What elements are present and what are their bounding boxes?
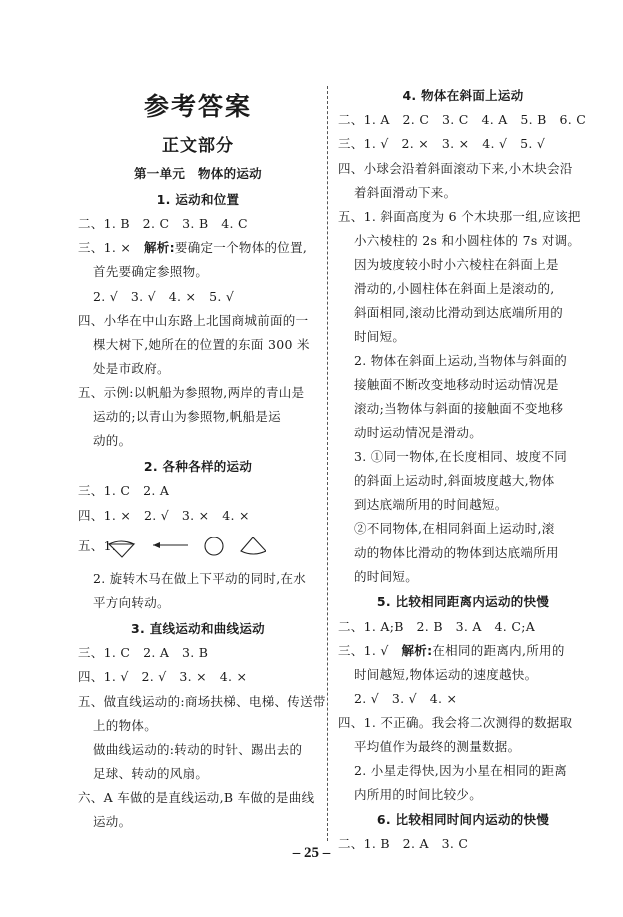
l5-answer-4-cont3: 内所用的时间比较少。 [354, 787, 483, 802]
l1-answer-5-cont: 运动的;以青山为参照物,帆船是运 [93, 409, 281, 424]
circle-shape [205, 537, 223, 555]
l4-answer-5: 五、1. 斜面高度为 6 个木块那一组,应该把 [338, 209, 581, 224]
l4-answer-5-l14: ②不同物体,在相同斜面上运动时,滚 [354, 521, 555, 536]
l3-answer-6: 六、A 车做的是直线运动,B 车做的是曲线 [78, 790, 315, 805]
lesson-2-heading: 2. 各种各样的运动 [143, 459, 253, 474]
l6-answer-2: 二、1. B 2. A 3. C [338, 836, 469, 851]
l3-answer-6-cont: 运动。 [93, 814, 132, 829]
l1-answer-4-cont2: 处是市政府。 [93, 361, 170, 376]
l1-answer-2: 二、1. B 2. C 3. B 4. C [78, 216, 248, 231]
lesson-1-heading: 1. 运动和位置 [156, 192, 240, 207]
l1-answer-3-cont: 首先要确定参照物。 [93, 264, 209, 279]
unit-title: 第一单元 物体的运动 [133, 166, 262, 181]
lesson-6-heading: 6. 比较相同时间内运动的快慢 [376, 812, 550, 827]
l4-answer-5-l15: 动的物体比滑动的物体到达底端所用 [354, 545, 559, 560]
l4-answer-5-l7: 2. 物体在斜面上运动,当物体与斜面的 [354, 353, 568, 368]
l4-answer-5-l6: 时间短。 [354, 329, 406, 344]
l1-answer-4-cont: 棵大树下,她所在的位置的东面 300 米 [93, 337, 310, 352]
l4-answer-5-l11: 3. ①同一物体,在长度相同、坡度不同 [354, 449, 568, 464]
l4-answer-5-l4: 滑动的,小圆柱体在斜面上是滚动的, [354, 281, 555, 296]
l4-answer-4-cont: 着斜面滑动下来。 [354, 185, 457, 200]
l5-answer-3-cont: 时间越短,物体运动的速度越快。 [354, 667, 538, 682]
l1-answer-3-items: 2. √ 3. √ 4. × 5. √ [93, 289, 235, 304]
l2-answer-5-cont2: 平方向转动。 [93, 595, 170, 610]
l4-answer-5-l5: 斜面相同,滚动比滑动到达底端所用的 [354, 305, 564, 320]
l3-answer-4: 四、1. √ 2. √ 3. × 4. × [78, 669, 248, 684]
l4-answer-5-l3: 因为坡度较小时小六棱柱在斜面上是 [354, 257, 559, 272]
l5-answer-3: 三、1. √ 解析:在相同的距离内,所用的 [338, 643, 565, 658]
l4-answer-5-l13: 到达底端所用的时间越短。 [354, 497, 508, 512]
l3-answer-5-cont3: 足球、转动的风扇。 [93, 766, 209, 781]
l3-answer-5-cont2: 做曲线运动的:转动的时针、踢出去的 [93, 742, 303, 757]
l4-answer-4: 四、小球会沿着斜面滚动下来,小木块会沿 [338, 161, 573, 176]
lesson-3-heading: 3. 直线运动和曲线运动 [131, 621, 265, 636]
l1-answer-5: 五、示例:以帆船为参照物,两岸的青山是 [78, 385, 305, 400]
l1-answer-5-cont2: 动的。 [93, 433, 132, 448]
l5-answer-4-cont2: 2. 小星走得快,因为小星在相同的距离 [354, 763, 568, 778]
l4-answer-5-l2: 小六棱柱的 2s 和小圆柱体的 7s 对调。 [354, 233, 581, 248]
l2-answer-5-cont: 2. 旋转木马在做上下平动的同时,在水 [93, 571, 307, 586]
page-number: – 25 – [292, 845, 331, 861]
l4-answer-3: 三、1. √ 2. × 3. × 4. √ 5. √ [338, 136, 546, 151]
l4-answer-5-l9: 滚动;当物体与斜面的接触面不变地移 [354, 401, 564, 416]
lesson-5-heading: 5. 比较相同距离内运动的快慢 [376, 594, 550, 609]
column-divider [327, 86, 328, 841]
l4-answer-5-l12: 的斜面上运动时,斜面坡度越大,物体 [354, 473, 555, 488]
l4-answer-5-l10: 动时运动情况是滑动。 [354, 425, 483, 440]
l2-answer-3: 三、1. C 2. A [78, 483, 170, 498]
page-title: 参考答案 [143, 92, 252, 121]
l4-answer-5-l16: 的时间短。 [354, 569, 419, 584]
l4-answer-5-l8: 接触面不断改变地移动时运动情况是 [354, 377, 559, 392]
l3-answer-3: 三、1. C 2. A 3. B [78, 645, 209, 660]
motion-shapes-figure [106, 537, 266, 567]
l3-answer-5-cont: 上的物体。 [93, 718, 158, 733]
l2-answer-4: 四、1. × 2. √ 3. × 4. × [78, 508, 250, 523]
lesson-4-heading: 4. 物体在斜面上运动 [402, 88, 524, 103]
fan-shape [241, 537, 266, 554]
l1-answer-3: 三、1. × 解析:要确定一个物体的位置, [78, 240, 308, 255]
l2-answer-5: 五、1. [78, 538, 117, 553]
l5-answer-4-cont: 平均值作为最终的测量数据。 [354, 739, 521, 754]
section-title: 正文部分 [162, 136, 234, 156]
l4-answer-2: 二、1. A 2. C 3. C 4. A 5. B 6. C [338, 112, 587, 127]
l5-answer-4: 四、1. 不正确。我会将二次测得的数据取 [338, 715, 573, 730]
l3-answer-5: 五、做直线运动的:商场扶梯、电梯、传送带 [78, 694, 326, 709]
l5-answer-3-items: 2. √ 3. √ 4. × [354, 691, 458, 706]
l5-answer-2: 二、1. A;B 2. B 3. A 4. C;A [338, 619, 536, 634]
pendulum-shape [109, 544, 134, 557]
l1-answer-4: 四、小华在中山东路上北国商城前面的一 [78, 313, 309, 328]
